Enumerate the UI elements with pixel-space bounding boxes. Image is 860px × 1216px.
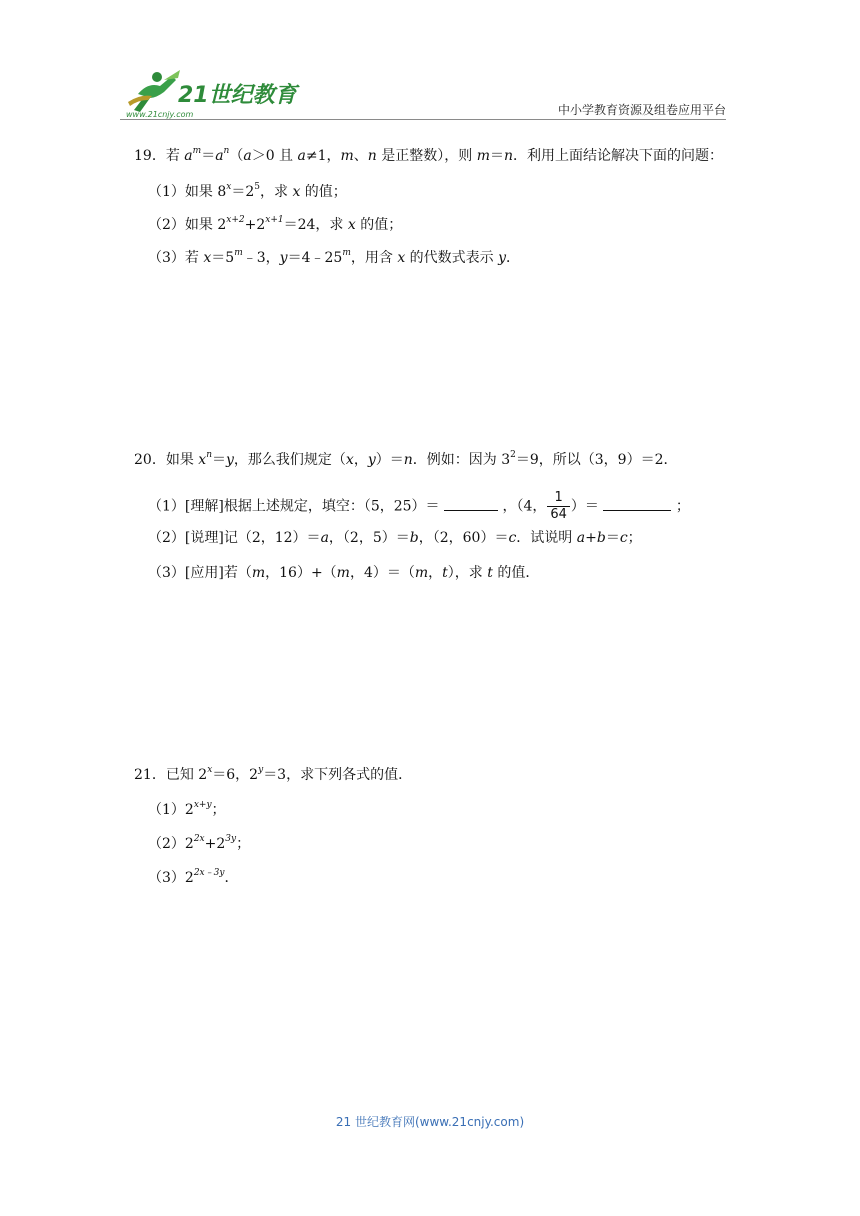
fraction-one-over-64: $\frac{1}{64}$ — [547, 490, 570, 523]
svg-text:www.21cnjy.com: www.21cnjy.com — [126, 110, 194, 119]
page-footer: 21 世纪教育网(www.21cnjy.com) — [335, 1115, 525, 1129]
question-19-stem: 19．若 $a^m=a^n(a>0$ 且 a≠1，m、n 是正整数），则 m＝n．利用上面结论解决下面的问题： — [134, 146, 724, 164]
header-divider — [120, 119, 726, 120]
question-19-part-2: （2）如果 $2^{x+2}+2^{x+1}=24$，求 x 的值； — [148, 215, 403, 233]
question-19-part-1: （1）如果 $8^x=2^5$，求 x 的值； — [148, 182, 347, 200]
question-19-part-3: （3）若 $x=5^m﹣3$，$y=4﹣25^m$，用含 x 的代数式表示 y． — [148, 248, 521, 266]
page-header — [120, 64, 726, 120]
question-21-stem: 21．已知 $2^x=6$，$2^y=3$，求下列各式的值． — [134, 765, 413, 783]
answer-blank-2[interactable] — [603, 496, 671, 511]
answer-blank-1[interactable] — [444, 496, 498, 511]
question-20-part-2: （2）[说理]记（2，12）＝a，（2，5）＝b，（2，60）＝c．试说明 a+b＝c； — [148, 530, 642, 546]
platform-tagline: 中小学教育资源及组卷应用平台 — [557, 103, 726, 117]
svg-text:21世纪教育: 21世纪教育 — [178, 83, 297, 108]
question-21-part-3: $(3)2^{2x﹣3y}$． — [148, 868, 239, 886]
logo-21cnjy — [120, 64, 320, 120]
question-21-part-1: $(1)2^{x+y}$； — [148, 800, 226, 818]
question-20-stem: 20．如果 $x^n=y$，那么我们规定（x，y）＝n．例如：因为 $3^2=9$，所以（3，9）＝2． — [134, 450, 678, 468]
question-21-part-2: $(2)2^{2x}+2^{3y}$； — [148, 834, 251, 852]
runner-logo-icon — [128, 70, 180, 112]
question-20-part-1: （1）[理解]根据上述规定，填空：（5，25）＝ ，（4， $\frac{1}{64}$ ）＝ ； — [148, 490, 690, 522]
question-20-part-3: （3）[应用]若（m，16）+（m，4）＝（m，t），求 t 的值． — [148, 565, 540, 581]
